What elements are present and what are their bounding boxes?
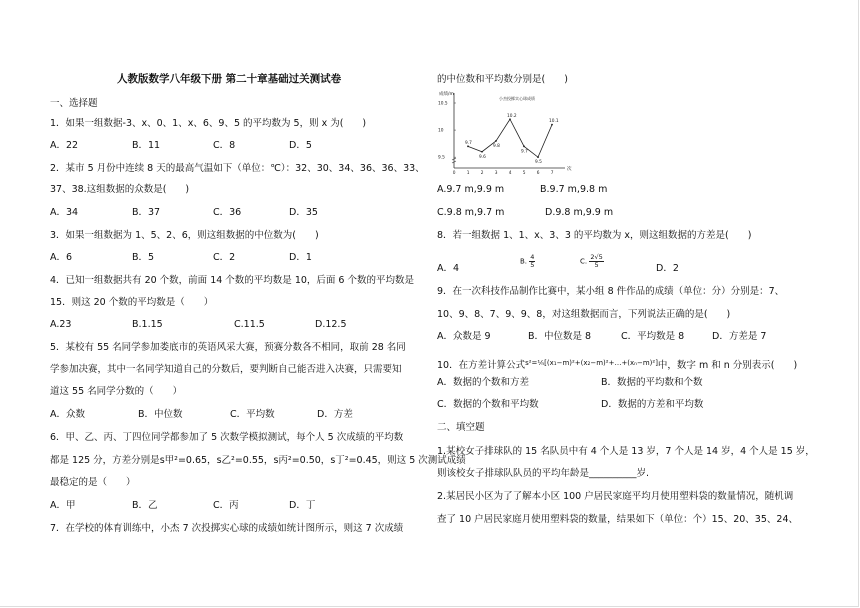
q4-option-b[interactable]: B.1.15 <box>132 319 163 330</box>
data-label: 10.1 <box>549 119 559 125</box>
q6-variance-bing: s丙²=0.50， <box>273 455 331 466</box>
variance-formula: s²=¹⁄ₙ[(x₁−m)²+(x₂−m)²+…+(xₙ−m)²] <box>525 359 658 367</box>
x-tick-label: 6 <box>536 171 540 176</box>
q6-variance-yi: s乙²=0.55， <box>216 455 274 466</box>
f1-stem-1: 1.某校女子排球队的 15 名队员中有 4 个人是 13 岁，7 个人是 14 岁，4 个人是 15 岁， <box>437 446 815 457</box>
q5-option-b[interactable]: B．中位数 <box>138 409 183 420</box>
q5-stem-1: 5．某校有 55 名同学参加娄底市的英语风采大赛，预赛分数各不相同，取前 28 名同 <box>50 342 406 353</box>
q10-option-b[interactable]: B．数据的平均数和个数 <box>601 377 703 388</box>
q2-stem-2: 37、38.这组数据的众数是( ) <box>50 184 190 195</box>
x-tick-label: 0 <box>452 171 456 176</box>
q7-option-d[interactable]: D.9.8 m,9.9 m <box>545 207 614 218</box>
q3-stem: 3．如果一组数据为 1、5、2、6，则这组数据的中位数为( ) <box>50 230 319 241</box>
q8-option-b-fraction: $\frac{4}{5}$ <box>530 253 535 269</box>
q2-option-b[interactable]: B．37 <box>132 207 161 218</box>
q6-stem-2 <box>50 454 466 467</box>
q6-stem-2a: 都是 125 分，方差分别是 <box>50 455 160 466</box>
data-label: 9.7 <box>465 140 472 146</box>
f2-stem-2: 查了 10 户居民家庭月使用塑料袋的数量，结果如下（单位：个）15、20、35、24、 <box>437 514 798 525</box>
data-label: 10.2 <box>507 113 517 119</box>
q5-stem-2: 学参加决赛，其中一名同学知道自己的分数后，要判断自己能否进入决赛，只需要知 <box>50 364 402 375</box>
q3-option-d[interactable]: D．1 <box>289 252 312 263</box>
q4-option-a[interactable]: A.23 <box>50 319 72 330</box>
f1-stem-2: 则该校女子排球队队员的平均年龄是__________岁. <box>437 468 650 479</box>
q10-stem <box>437 357 797 372</box>
q5-option-d[interactable]: D．方差 <box>317 409 353 420</box>
q5-option-c[interactable]: C．平均数 <box>230 409 275 420</box>
x-tick-label: 4 <box>508 171 512 176</box>
x-axis-label: 次 <box>567 167 572 172</box>
q1-option-c[interactable]: C．8 <box>213 140 236 151</box>
q2-option-a[interactable]: A．34 <box>50 207 79 218</box>
y-tick-label: 9.5 <box>438 155 445 161</box>
q10-stem-post: 中，数字 m 和 n 分别表示( ) <box>657 360 798 371</box>
chart-title: 小杰投掷实心球成绩 <box>499 96 535 101</box>
data-label: 9.5 <box>535 160 542 166</box>
section-choice: 一、选择题 <box>50 98 98 109</box>
q4-stem-1: 4．已知一组数据共有 20 个数，前面 14 个数的平均数是 10，后面 6 个数的平均数是 <box>50 275 414 286</box>
q9-stem-2: 10、9、8、7、9、9、8，对这组数据而言，下列说法正确的是( ) <box>437 309 731 320</box>
f2-stem-1: 2.某居民小区为了了解本小区 100 户居民家庭平均月使用塑料袋的数量情况，随机调 <box>437 491 794 502</box>
q2-option-d[interactable]: D．35 <box>289 207 318 218</box>
data-label: 9.6 <box>479 154 486 160</box>
series-line <box>468 119 552 157</box>
q4-option-c[interactable]: C.11.5 <box>234 319 265 330</box>
x-tick-label: 3 <box>494 171 498 176</box>
y-axis-label: 成绩/m <box>439 92 454 97</box>
q7-stem-cont: 的中位数和平均数分别是( ) <box>437 74 568 85</box>
q8-option-c-fraction: $\frac{2√5}{5}$ <box>590 253 603 269</box>
q4-stem-2: 15．则这 20 个数的平均数是（ ） <box>50 297 214 308</box>
q6-stem-1: 6．甲、乙、丙、丁四位同学都参加了 5 次数学模拟测试，每个人 5 次成绩的平均数 <box>50 432 404 443</box>
q7-option-a[interactable]: A.9.7 m,9.9 m <box>437 184 505 195</box>
q2-stem-1: 2．某市 5 月份中连续 8 天的最高气温如下（单位：℃）：32、30、34、36、36、33、 <box>50 163 425 174</box>
q1-stem: 1．如果一组数据-3、x、0、1、x、6、9、5 的平均数为 5，则 x 为( ) <box>50 118 367 129</box>
data-point <box>523 145 525 147</box>
q7-option-b[interactable]: B.9.7 m,9.8 m <box>540 184 608 195</box>
q8-option-b-prefix: B. <box>520 257 528 266</box>
data-label: 9.8 <box>493 143 500 149</box>
q8-option-b[interactable] <box>520 254 535 269</box>
q10-option-a[interactable]: A．数据的个数和方差 <box>437 377 529 388</box>
q1-option-d[interactable]: D．5 <box>289 140 312 151</box>
q1-option-a[interactable]: A．22 <box>50 140 79 151</box>
q7-line-chart <box>437 88 572 178</box>
q6-variance-ding: s丁²=0.45， <box>330 455 388 466</box>
q6-stem-3: 最稳定的是（ ） <box>50 477 136 488</box>
q7-option-c[interactable]: C.9.8 m,9.7 m <box>437 207 505 218</box>
q8-option-a[interactable]: A．4 <box>437 263 460 274</box>
y-tick-label: 10.5 <box>438 101 448 107</box>
q8-option-c[interactable] <box>580 254 604 269</box>
q8-stem: 8．若一组数据 1、1、x、3、3 的平均数为 x，则这组数据的方差是( ) <box>437 230 752 241</box>
q6-option-c[interactable]: C．丙 <box>213 500 239 511</box>
q6-option-d[interactable]: D．丁 <box>289 500 316 511</box>
q5-option-a[interactable]: A．众数 <box>50 409 85 420</box>
q3-option-a[interactable]: A．6 <box>50 252 73 263</box>
x-tick-label: 5 <box>522 171 526 176</box>
q9-option-a[interactable]: A．众数是 9 <box>437 331 491 342</box>
q3-option-b[interactable]: B．5 <box>132 252 155 263</box>
q5-stem-3: 道这 55 名同学分数的（ ） <box>50 386 183 397</box>
q6-option-b[interactable]: B．乙 <box>132 500 158 511</box>
q6-option-a[interactable]: A．甲 <box>50 500 76 511</box>
x-tick-label: 7 <box>550 171 554 176</box>
y-tick-label: 10 <box>438 128 444 134</box>
page-title: 人教版数学八年级下册 第二十章基础过关测试卷 <box>117 73 342 85</box>
q4-option-d[interactable]: D.12.5 <box>315 319 347 330</box>
section-fill: 二、填空题 <box>437 422 485 433</box>
q10-option-d[interactable]: D．数据的方差和平均数 <box>601 399 704 410</box>
q1-option-b[interactable]: B．11 <box>132 140 161 151</box>
q8-option-c-prefix: C. <box>580 257 588 266</box>
q8-option-d[interactable]: D．2 <box>656 263 679 274</box>
data-label: 9.7 <box>521 149 528 155</box>
data-point <box>495 140 497 142</box>
q9-option-c[interactable]: C．平均数是 8 <box>621 331 685 342</box>
q9-stem-1: 9．在一次科技作品制作比赛中，某小组 8 件作品的成绩（单位：分）分别是：7、 <box>437 286 785 297</box>
q10-option-c[interactable]: C．数据的个数和平均数 <box>437 399 539 410</box>
x-tick-label: 2 <box>480 171 484 176</box>
q10-stem-pre: 10．在方差计算公式 <box>437 360 526 371</box>
q9-option-d[interactable]: D．方差是 7 <box>712 331 767 342</box>
q9-option-b[interactable]: B．中位数是 8 <box>528 331 592 342</box>
q7-stem: 7．在学校的体育训练中，小杰 7 次投掷实心球的成绩如统计图所示，则这 7 次成绩 <box>50 523 404 534</box>
q3-option-c[interactable]: C．2 <box>213 252 236 263</box>
data-point <box>481 151 483 153</box>
x-tick-label: 1 <box>466 171 470 176</box>
data-point <box>537 156 539 158</box>
q6-stem-2b: 则这 5 次测试成绩 <box>387 455 466 466</box>
q6-variance-jia: s甲²=0.65， <box>159 455 217 466</box>
q2-option-c[interactable]: C．36 <box>213 207 242 218</box>
